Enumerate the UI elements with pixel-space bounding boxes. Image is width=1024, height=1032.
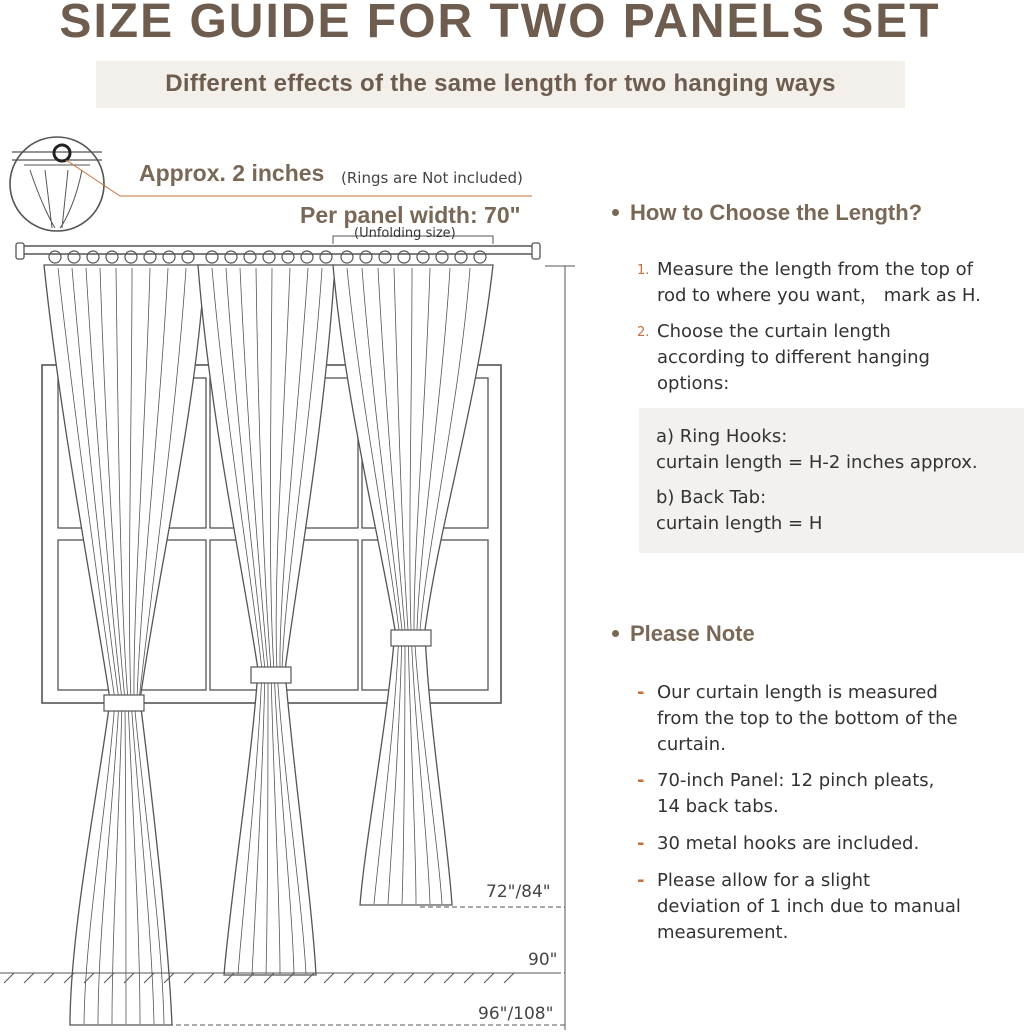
panel-width-label: Per panel width: 70" — [300, 202, 521, 228]
length-label-90: 90" — [528, 950, 558, 970]
dash-icon: - — [637, 682, 645, 703]
how-to-heading: How to Choose the Length? — [612, 200, 922, 226]
bullet-dot-icon — [612, 630, 619, 637]
option-back-tab: b) Back Tab: curtain length = H — [656, 487, 823, 534]
please-note-heading: Please Note — [612, 621, 755, 647]
unfolding-size-label: (Unfolding size) — [354, 226, 456, 241]
ring-detail-magnifier — [10, 137, 104, 231]
ring-allowance-label: Approx. 2 inches — [139, 160, 325, 186]
dash-icon: - — [637, 870, 645, 891]
length-label-72-84: 72"/84" — [486, 882, 551, 902]
dash-icon: - — [637, 770, 645, 791]
rings-not-included-note: (Rings are Not included) — [341, 169, 523, 187]
option-ring-hooks: a) Ring Hooks: curtain length = H-2 inches approx. — [656, 426, 978, 473]
page-title: SIZE GUIDE FOR TWO PANELS SET — [59, 0, 941, 48]
subtitle: Different effects of the same length for two hanging ways — [165, 70, 836, 97]
curtain-panel-right — [333, 265, 493, 905]
curtain-panel-left — [44, 265, 205, 1025]
bullet-dot-icon — [612, 209, 619, 216]
length-label-96-108: 96"/108" — [478, 1004, 554, 1024]
curtain-panel-middle — [198, 265, 335, 975]
dash-icon: - — [637, 833, 645, 854]
